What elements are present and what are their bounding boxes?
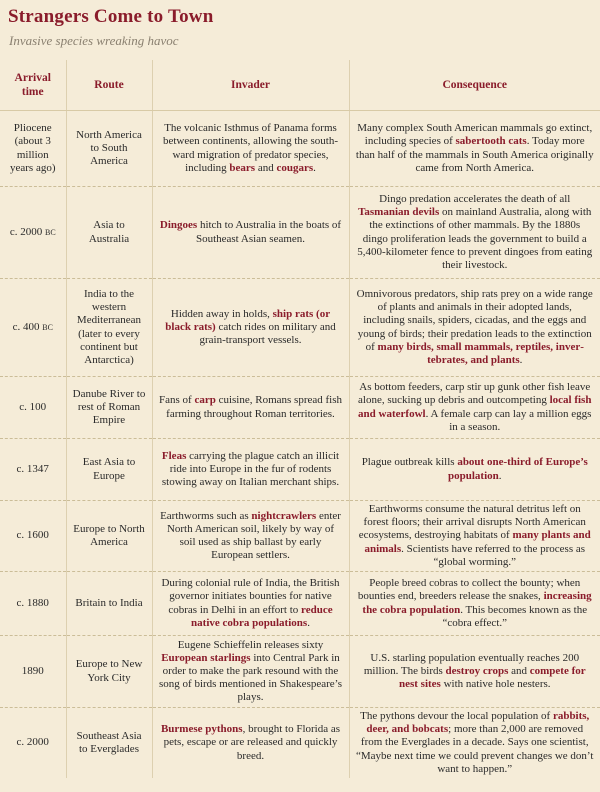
highlighted-text: rabbits, deer, and bobcats [366, 710, 590, 736]
text-segment: Earthworms consume the natural detritus left on forest floors; their arrival disrupts North American ecosystems, destroying habitats of [358, 503, 586, 542]
table-row [0, 111, 600, 187]
text-segment: and [255, 161, 277, 174]
highlighted-text: many birds, small mammals, reptiles, invertebrates, and plants [377, 340, 584, 366]
table-header-row [0, 60, 600, 111]
route-cell: Danube River to rest of Roman Empire [66, 377, 152, 439]
text-segment: Dingo predation accelerates the death of all [379, 192, 571, 205]
text-segment: hitch to Australia in the boats of Southeast Asian seamen. [195, 219, 342, 245]
consequence-cell [349, 187, 600, 279]
page-title: Strangers Come to Town [8, 6, 214, 27]
invasive-species-table [0, 60, 600, 778]
invader-cell [152, 439, 349, 501]
table-row [0, 636, 600, 708]
column-header-arrival: Arrival time [0, 60, 66, 111]
text-segment: Fans of [158, 394, 195, 407]
route-cell: Southeast Asia to Everglades [66, 708, 152, 779]
text-segment: carrying the plague catch an illicit ride into Europe in the fur of rodents stowing away on Italian merchant ships. [161, 449, 340, 489]
text-segment: . Today more than half of the mammals in South America originally came from North America. [355, 135, 594, 174]
consequence-cell [349, 111, 600, 187]
text-segment: Omnivorous predators, ship rats prey on a wide range of plants and animals in their adopted lands, including snails, spiders, cicadas, and the eggs and young of birds; their predation leads to the extinction of [356, 287, 593, 353]
text-segment: on mainland Australia, along with the extinctions of other mammals. By the 1880s dingo proliferation leads the government to build a 5,400-kilometer fence to prevent dingoes from eating their livestock. [357, 206, 593, 271]
table-row [0, 439, 600, 501]
consequence-cell [349, 636, 600, 708]
table-row [0, 187, 600, 279]
arrival-time-cell: c. 2000 [16, 736, 49, 749]
highlighted-text: Burmese pythons [160, 723, 243, 736]
arrival-time-year: c. 400 [12, 320, 43, 333]
invader-cell [152, 501, 349, 572]
text-segment: The pythons devour the local population of [360, 710, 553, 723]
text-segment: with native hole nesters. [440, 678, 551, 691]
column-header-consequence: Consequence [349, 60, 600, 111]
page-subtitle: Invasive species wreaking havoc [9, 33, 179, 48]
invader-cell [152, 636, 349, 708]
text-segment: Plague outbreak kills [361, 456, 458, 469]
consequence-cell [349, 377, 600, 439]
text-segment: . A female carp can lay a million eggs in a season. [425, 407, 592, 433]
arrival-time-cell: c. 1880 [0, 572, 66, 636]
highlighted-text: destroy crops [445, 664, 509, 677]
route-cell: Europe to New York City [66, 636, 152, 708]
text-segment: . [519, 353, 523, 366]
text-segment: . This becomes known as the “cobra effect.” [442, 603, 588, 629]
consequence-cell [349, 279, 600, 377]
highlighted-text: cougars [276, 161, 314, 174]
route-cell: North America to South America [66, 111, 152, 187]
table-row [0, 501, 600, 572]
text-segment: Eugene Schieffelin releases sixty [177, 638, 324, 651]
invader-cell [152, 187, 349, 279]
text-segment: As bottom feeders, carp stir up gunk other fish leave alone, sucking up debris and outcompeting [358, 381, 591, 407]
arrival-time-cell: Pliocene (about 3 million years ago) [0, 111, 66, 187]
text-segment: , brought to Florida as pets, escape or are released and quickly breed. [163, 723, 341, 762]
text-segment: During colonial rule of India, the British governor initiates bounties for native cobras in Delhi in an effort to [161, 577, 340, 616]
invader-cell [152, 279, 349, 377]
text-segment: . Scientists have referred to the process as “global worming.” [401, 542, 586, 568]
highlighted-text: reduce native cobra populations [191, 603, 333, 629]
text-segment: catch rides on military and grain-transport vessels. [199, 320, 336, 347]
text-segment: ; more than 2,000 are removed from the Everglades in a decade. Says one scientist, “Maybe next time we could prevent changes we don’t want to happen.” [356, 723, 594, 775]
invader-cell [152, 572, 349, 636]
highlighted-text: compete for nest sites [398, 664, 586, 691]
consequence-cell [349, 572, 600, 636]
text-segment: and [508, 664, 530, 677]
invader-cell [152, 708, 349, 779]
text-segment: People breed cobras to collect the bounty; when bounties end, breeders release the snakes, [357, 577, 581, 603]
highlighted-text: bears [229, 161, 256, 174]
arrival-time-era: bc [42, 320, 53, 333]
route-cell: Asia to Australia [66, 187, 152, 279]
arrival-time-cell: c. 1600 [0, 501, 66, 572]
consequence-cell [349, 708, 600, 779]
route-cell: Europe to North America [66, 501, 152, 572]
highlighted-text: nightcrawlers [251, 509, 317, 522]
highlighted-text: carp [194, 394, 216, 407]
invader-cell [152, 111, 349, 187]
highlighted-text: local fish and waterfowl [358, 394, 592, 420]
arrival-time-year: c. 2000 [9, 225, 45, 238]
arrival-time-cell [0, 279, 66, 377]
route-cell: Britain to India [66, 572, 152, 636]
consequence-cell [349, 439, 600, 501]
text-segment: U.S. starling population eventually reaches 200 million. The birds [363, 651, 580, 677]
highlighted-text: increasing the cobra population [362, 590, 592, 616]
highlighted-text: many plants and animals [364, 529, 591, 555]
consequence-cell [349, 501, 600, 572]
text-segment: cuisine, Romans spread fish farming throughout Roman territories. [166, 394, 343, 420]
arrival-time-cell: c. 100 [0, 377, 66, 439]
highlighted-text: about one-third of Europe’s population [448, 456, 588, 482]
arrival-time-cell: c. 1347 [0, 439, 66, 501]
text-segment: The volcanic Isthmus of Panama forms between continents, allowing the southward migration of predator species, including [162, 122, 339, 174]
column-header-route: Route [66, 60, 152, 111]
text-segment: . [498, 469, 502, 482]
column-header-invader: Invader [152, 60, 349, 111]
text-segment: Earthworms such as [160, 509, 252, 522]
invader-cell [152, 377, 349, 439]
text-segment: Many complex South American mammals go extinct, including species of [357, 122, 593, 148]
highlighted-text: Tasmanian devils [358, 206, 440, 219]
arrival-time-cell: 1890 [0, 636, 66, 708]
route-cell: India to the western Mediterranean (later to every continent but Antarctica) [66, 279, 152, 377]
text-segment: enter North American soil, likely by way of soil used as ship ballast by early European settlers. [166, 509, 341, 562]
text-segment: . [307, 616, 310, 629]
highlighted-text: Fleas [161, 449, 187, 462]
highlighted-text: European starlings [161, 651, 251, 664]
table-row [0, 377, 600, 439]
text-segment: into Central Park in order to make the park resound with the song of birds mentioned in Shakespeare’s plays. [159, 651, 342, 704]
arrival-time-cell [0, 187, 66, 279]
highlighted-text: ship rats (or black rats) [165, 307, 331, 333]
highlighted-text: Dingoes [159, 219, 198, 232]
text-segment: Hidden away in holds, [170, 307, 273, 320]
arrival-time-era: bc [44, 225, 56, 238]
route-cell: East Asia to Europe [66, 439, 152, 501]
table-body [0, 111, 600, 779]
table-row [0, 708, 600, 779]
highlighted-text: sabertooth cats [455, 135, 527, 148]
text-segment: . [313, 161, 316, 174]
table-row [0, 279, 600, 377]
table-row [0, 572, 600, 636]
